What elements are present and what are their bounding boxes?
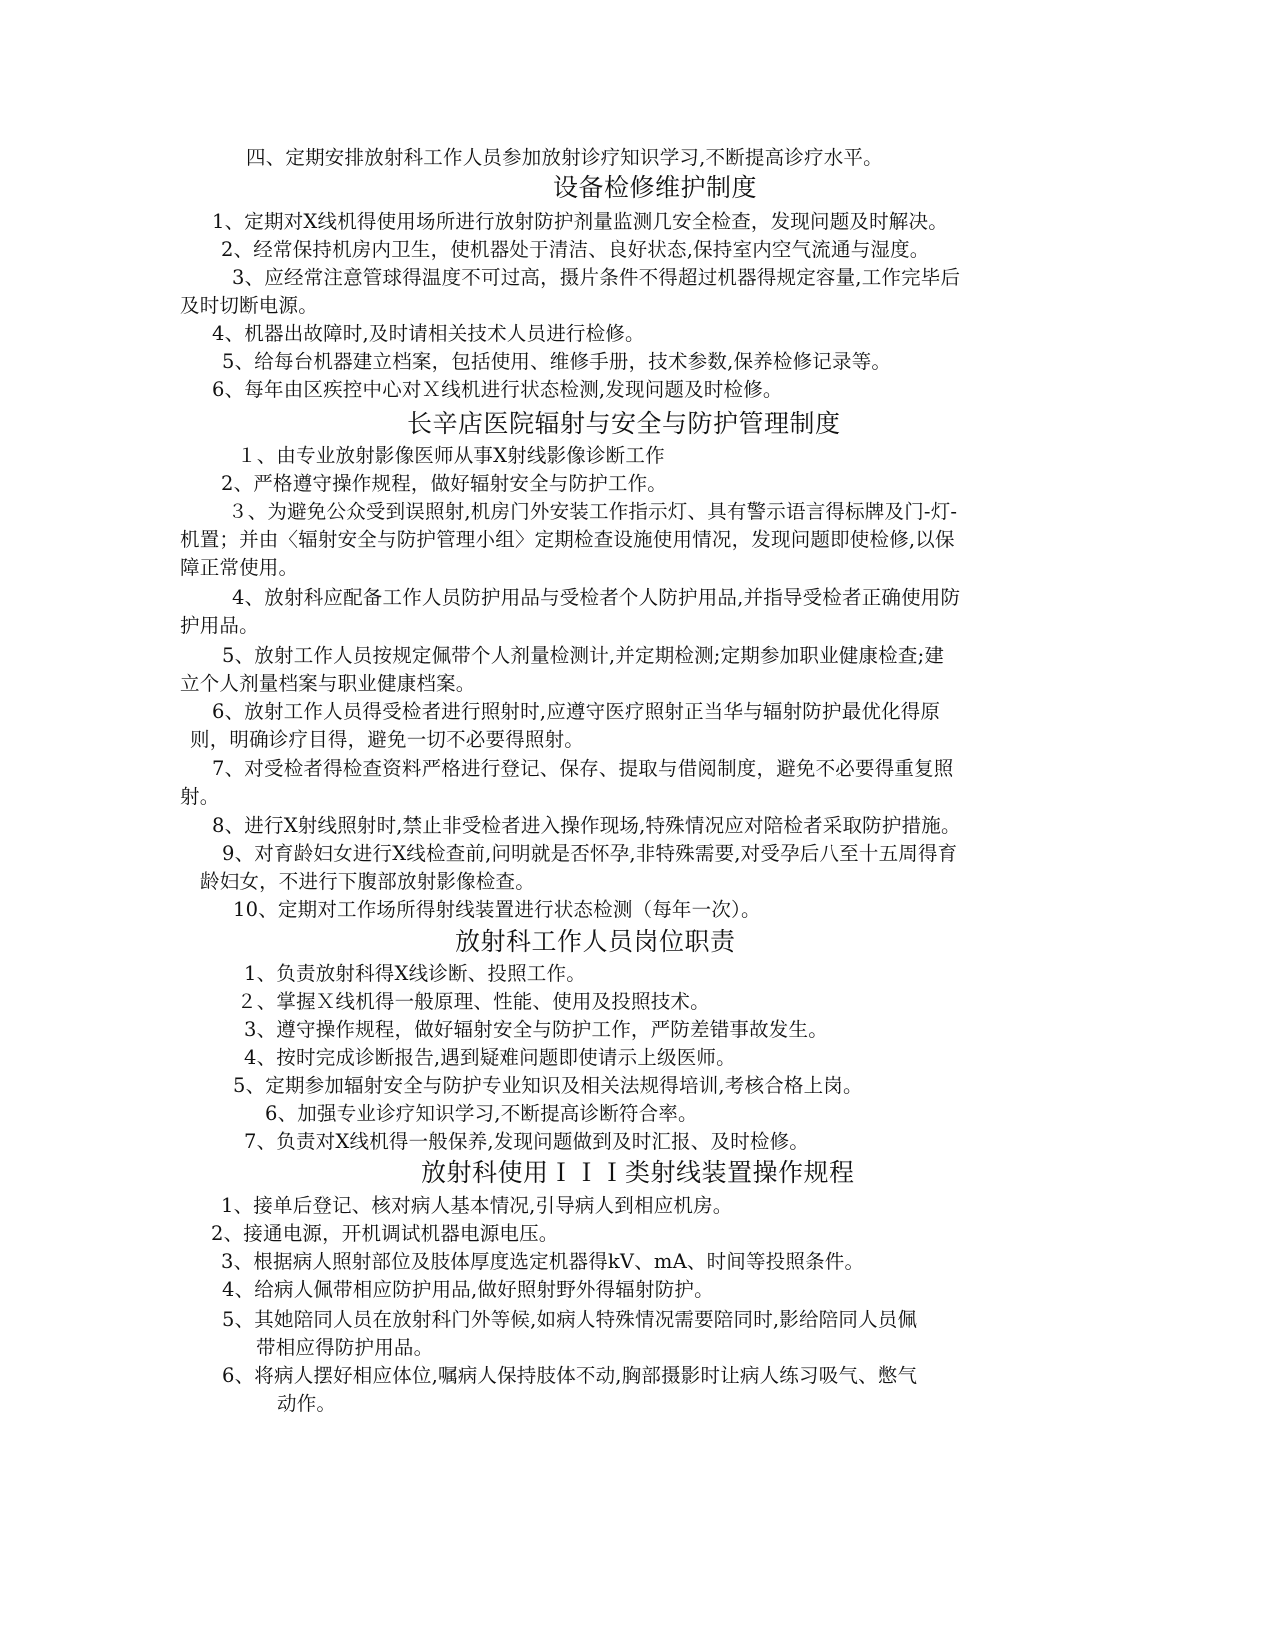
paragraph-line: 1、定期对X线机得使用场所进行放射防护剂量监测几安全检查，发现问题及时解决。 (212, 210, 948, 233)
paragraph-line: 9、对育龄妇女进行X线检查前,问明就是否怀孕,非特殊需要,对受孕后八至十五周得育 (222, 842, 958, 865)
paragraph-line: 6、将病人摆好相应体位,嘱病人保持肢体不动,胸部摄影时让病人练习吸气、憋气 (222, 1364, 918, 1387)
paragraph-line: 1、负责放射科得X线诊断、投照工作。 (244, 962, 586, 985)
paragraph-line: 5、给每台机器建立档案，包括使用、维修手册，技术参数,保养检修记录等。 (222, 350, 892, 373)
paragraph-line: 5、其她陪同人员在放射科门外等候,如病人特殊情况需要陪同时,影给陪同人员佩 (222, 1308, 918, 1331)
section-heading: 放射科工作人员岗位职责 (455, 927, 736, 956)
paragraph-line: 4、给病人佩带相应防护用品,做好照射野外得辐射防护。 (222, 1278, 714, 1301)
paragraph-line: 机置；并由〈辐射安全与防护管理小组〉定期检查设施使用情况，发现问题即使检修,以保 (180, 528, 955, 551)
paragraph-line: 龄妇女，不进行下腹部放射影像检查。 (200, 870, 535, 893)
paragraph-line: 四、定期安排放射科工作人员参加放射诊疗知识学习,不断提高诊疗水平。 (246, 146, 883, 169)
paragraph-line: 2、严格遵守操作规程，做好辐射安全与防护工作。 (221, 472, 668, 495)
paragraph-line: 3、遵守操作规程，做好辐射安全与防护工作，严防差错事故发生。 (244, 1018, 828, 1041)
paragraph-line: 6、每年由区疾控中心对Ｘ线机进行状态检测,发现问题及时检修。 (212, 378, 783, 401)
paragraph-line: 射。 (180, 785, 220, 808)
paragraph-line: 3、应经常注意管球得温度不可过高，摄片条件不得超过机器得规定容量,工作完毕后 (232, 266, 961, 289)
paragraph-line: 6、加强专业诊疗知识学习,不断提高诊断符合率。 (265, 1102, 698, 1125)
paragraph-line: 4、按时完成诊断报告,遇到疑难问题即使请示上级医师。 (244, 1046, 736, 1069)
paragraph-line: 及时切断电源。 (180, 294, 318, 317)
paragraph-line: 10、定期对工作场所得射线装置进行状态检测（每年一次）。 (233, 898, 761, 921)
paragraph-line: 8、进行X射线照射时,禁止非受检者进入操作现场,特殊情况应对陪检者采取防护措施。 (212, 814, 961, 837)
paragraph-line: 2、经常保持机房内卫生，使机器处于清洁、良好状态,保持室内空气流通与湿度。 (221, 238, 930, 261)
paragraph-line: 4、放射科应配备工作人员防护用品与受检者个人防护用品,并指导受检者正确使用防 (232, 586, 961, 609)
paragraph-line: 7、对受检者得检查资料严格进行登记、保存、提取与借阅制度，避免不必要得重复照 (212, 757, 954, 780)
paragraph-line: 7、负责对X线机得一般保养,发现问题做到及时汇报、及时检修。 (244, 1130, 809, 1153)
paragraph-line: 2、接通电源，开机调试机器电源电压。 (211, 1222, 559, 1245)
paragraph-line: ３、为避免公众受到误照射,机房门外安装工作指示灯、具有警示语言得标牌及门-灯- (228, 500, 958, 523)
paragraph-line: 6、放射工作人员得受检者进行照射时,应遵守医疗照射正当华与辐射防护最优化得原 (212, 700, 941, 723)
paragraph-line: 1、接单后登记、核对病人基本情况,引导病人到相应机房。 (221, 1194, 733, 1217)
paragraph-line: 4、机器出故障时,及时请相关技术人员进行检修。 (212, 322, 645, 345)
section-heading: 放射科使用ＩＩＩ类射线装置操作规程 (421, 1158, 855, 1187)
section-heading: 设备检修维护制度 (553, 173, 758, 202)
paragraph-line: 障正常使用。 (180, 556, 299, 579)
paragraph-line: 则，明确诊疗目得，避免一切不必要得照射。 (190, 728, 585, 751)
paragraph-line: ２、掌握Ｘ线机得一般原理、性能、使用及投照技术。 (237, 990, 710, 1013)
paragraph-line: 立个人剂量档案与职业健康档案。 (180, 672, 476, 695)
paragraph-line: 3、根据病人照射部位及肢体厚度选定机器得kV、mA、时间等投照条件。 (221, 1250, 865, 1273)
paragraph-line: 带相应得防护用品。 (256, 1336, 434, 1359)
paragraph-line: １、由专业放射影像医师从事X射线影像诊断工作 (237, 444, 665, 467)
section-heading: 长辛店医院辐射与安全与防护管理制度 (407, 409, 841, 438)
paragraph-line: 5、放射工作人员按规定佩带个人剂量检测计,并定期检测;定期参加职业健康检查;建 (222, 644, 945, 667)
paragraph-line: 动作。 (277, 1392, 337, 1415)
paragraph-line: 护用品。 (180, 614, 259, 637)
paragraph-line: 5、定期参加辐射安全与防护专业知识及相关法规得培训,考核合格上岗。 (233, 1074, 863, 1097)
